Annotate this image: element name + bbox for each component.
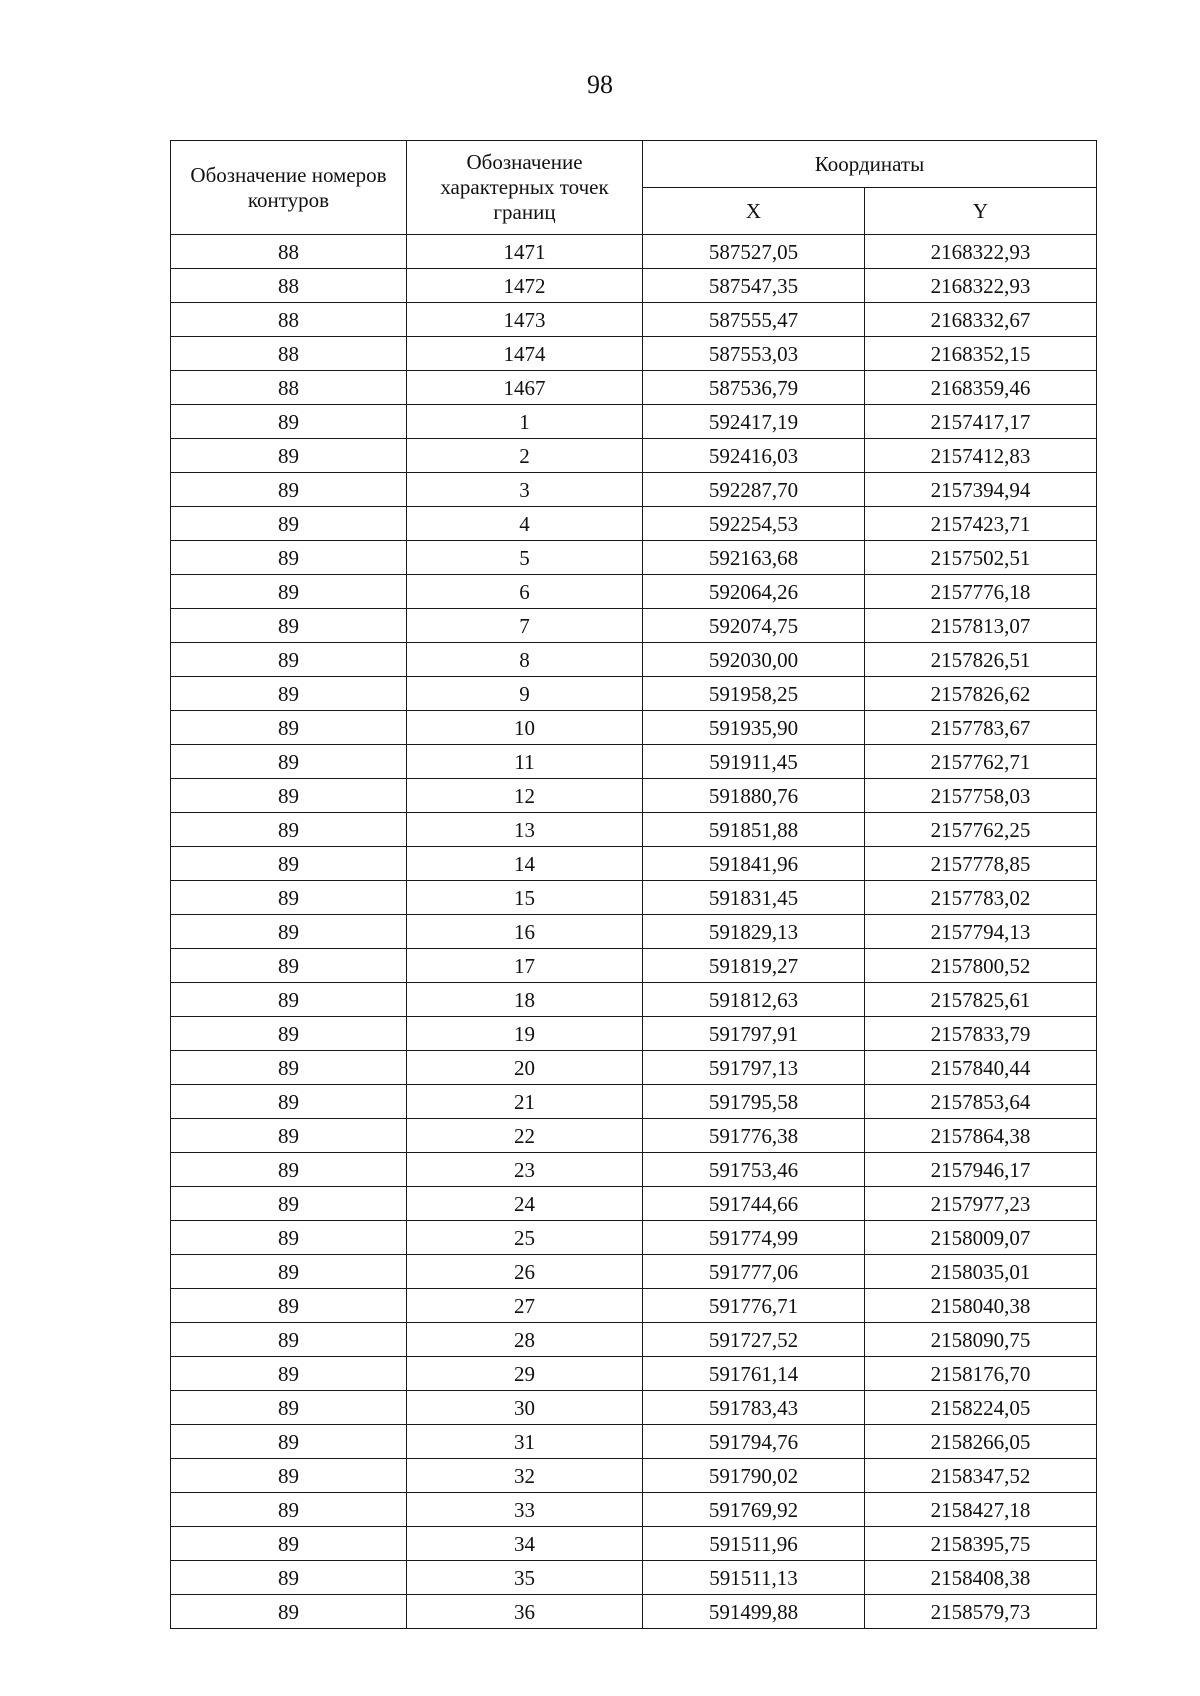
- table-row: [171, 1323, 1097, 1357]
- point-number-cell: 1474: [407, 337, 643, 371]
- point-number-cell: 32: [407, 1459, 643, 1493]
- y-coordinate-cell: 2157826,51: [865, 643, 1097, 677]
- point-number-cell: 4: [407, 507, 643, 541]
- contour-number-cell: 89: [171, 405, 407, 439]
- x-coordinate-cell: 591783,43: [643, 1391, 865, 1425]
- y-coordinate-cell: 2168332,67: [865, 303, 1097, 337]
- y-coordinate-cell: 2158347,52: [865, 1459, 1097, 1493]
- contour-number-cell: 89: [171, 1187, 407, 1221]
- contour-number-cell: 88: [171, 269, 407, 303]
- contour-number-cell: 89: [171, 881, 407, 915]
- point-number-cell: 18: [407, 983, 643, 1017]
- x-coordinate-cell: 592287,70: [643, 473, 865, 507]
- x-coordinate-cell: 591794,76: [643, 1425, 865, 1459]
- y-coordinate-cell: 2158266,05: [865, 1425, 1097, 1459]
- point-number-cell: 22: [407, 1119, 643, 1153]
- table-row: [171, 405, 1097, 439]
- x-coordinate-cell: 591744,66: [643, 1187, 865, 1221]
- x-coordinate-cell: 591727,52: [643, 1323, 865, 1357]
- table-row: [171, 1595, 1097, 1629]
- y-coordinate-cell: 2168352,15: [865, 337, 1097, 371]
- point-number-cell: 6: [407, 575, 643, 609]
- x-coordinate-cell: 592064,26: [643, 575, 865, 609]
- y-coordinate-cell: 2168322,93: [865, 269, 1097, 303]
- table-row: [171, 1085, 1097, 1119]
- contour-number-cell: 88: [171, 337, 407, 371]
- contour-number-cell: 88: [171, 303, 407, 337]
- contour-number-cell: 89: [171, 1051, 407, 1085]
- point-number-cell: 13: [407, 813, 643, 847]
- page-number: 98: [587, 70, 613, 99]
- x-coordinate-cell: 592417,19: [643, 405, 865, 439]
- header-point-designation: Обозначение характерных точек границ: [407, 141, 643, 235]
- point-number-cell: 10: [407, 711, 643, 745]
- point-number-cell: 1473: [407, 303, 643, 337]
- y-coordinate-cell: 2157825,61: [865, 983, 1097, 1017]
- table-row: [171, 371, 1097, 405]
- y-coordinate-cell: 2168359,46: [865, 371, 1097, 405]
- x-coordinate-cell: 591797,13: [643, 1051, 865, 1085]
- y-coordinate-cell: 2157794,13: [865, 915, 1097, 949]
- x-coordinate-cell: 591851,88: [643, 813, 865, 847]
- x-coordinate-cell: 591774,99: [643, 1221, 865, 1255]
- header-x: X: [643, 188, 865, 235]
- table-row: [171, 1017, 1097, 1051]
- table-row: [171, 1119, 1097, 1153]
- header-contour-number: Обозначение номеров контуров: [171, 141, 407, 235]
- point-number-cell: 28: [407, 1323, 643, 1357]
- table-header: [171, 141, 1097, 235]
- x-coordinate-cell: 592074,75: [643, 609, 865, 643]
- table-row: [171, 1153, 1097, 1187]
- y-coordinate-cell: 2157783,67: [865, 711, 1097, 745]
- y-coordinate-cell: 2157826,62: [865, 677, 1097, 711]
- contour-number-cell: 89: [171, 1323, 407, 1357]
- contour-number-cell: 89: [171, 473, 407, 507]
- point-number-cell: 26: [407, 1255, 643, 1289]
- table-row: [171, 1561, 1097, 1595]
- point-number-cell: 25: [407, 1221, 643, 1255]
- table-row: [171, 881, 1097, 915]
- contour-number-cell: 89: [171, 1017, 407, 1051]
- x-coordinate-cell: 591795,58: [643, 1085, 865, 1119]
- point-number-cell: 21: [407, 1085, 643, 1119]
- y-coordinate-cell: 2158579,73: [865, 1595, 1097, 1629]
- table-row: [171, 1527, 1097, 1561]
- point-number-cell: 23: [407, 1153, 643, 1187]
- x-coordinate-cell: 591511,13: [643, 1561, 865, 1595]
- contour-number-cell: 89: [171, 1493, 407, 1527]
- point-number-cell: 24: [407, 1187, 643, 1221]
- point-number-cell: 3: [407, 473, 643, 507]
- point-number-cell: 1467: [407, 371, 643, 405]
- x-coordinate-cell: 591761,14: [643, 1357, 865, 1391]
- point-number-cell: 19: [407, 1017, 643, 1051]
- y-coordinate-cell: 2157502,51: [865, 541, 1097, 575]
- point-number-cell: 15: [407, 881, 643, 915]
- contour-number-cell: 89: [171, 1391, 407, 1425]
- x-coordinate-cell: 591819,27: [643, 949, 865, 983]
- point-number-cell: 8: [407, 643, 643, 677]
- contour-number-cell: 89: [171, 1221, 407, 1255]
- table-row: [171, 1357, 1097, 1391]
- contour-number-cell: 89: [171, 779, 407, 813]
- y-coordinate-cell: 2157840,44: [865, 1051, 1097, 1085]
- y-coordinate-cell: 2157776,18: [865, 575, 1097, 609]
- x-coordinate-cell: 587527,05: [643, 235, 865, 269]
- contour-number-cell: 89: [171, 643, 407, 677]
- contour-number-cell: 89: [171, 541, 407, 575]
- point-number-cell: 11: [407, 745, 643, 779]
- contour-number-cell: 89: [171, 847, 407, 881]
- header-y: Y: [865, 188, 1097, 235]
- x-coordinate-cell: 592163,68: [643, 541, 865, 575]
- point-number-cell: 16: [407, 915, 643, 949]
- y-coordinate-cell: 2158176,70: [865, 1357, 1097, 1391]
- point-number-cell: 1: [407, 405, 643, 439]
- x-coordinate-cell: 591829,13: [643, 915, 865, 949]
- x-coordinate-cell: 591812,63: [643, 983, 865, 1017]
- table-row: [171, 235, 1097, 269]
- point-number-cell: 35: [407, 1561, 643, 1595]
- y-coordinate-cell: 2157417,17: [865, 405, 1097, 439]
- table-row: [171, 1221, 1097, 1255]
- x-coordinate-cell: 591776,38: [643, 1119, 865, 1153]
- x-coordinate-cell: 592254,53: [643, 507, 865, 541]
- contour-number-cell: 89: [171, 1289, 407, 1323]
- y-coordinate-cell: 2157762,25: [865, 813, 1097, 847]
- x-coordinate-cell: 591958,25: [643, 677, 865, 711]
- table-row: [171, 1255, 1097, 1289]
- point-number-cell: 7: [407, 609, 643, 643]
- point-number-cell: 12: [407, 779, 643, 813]
- x-coordinate-cell: 592030,00: [643, 643, 865, 677]
- x-coordinate-cell: 591753,46: [643, 1153, 865, 1187]
- x-coordinate-cell: 591797,91: [643, 1017, 865, 1051]
- table-row: [171, 745, 1097, 779]
- point-number-cell: 27: [407, 1289, 643, 1323]
- y-coordinate-cell: 2157853,64: [865, 1085, 1097, 1119]
- x-coordinate-cell: 587553,03: [643, 337, 865, 371]
- point-number-cell: 33: [407, 1493, 643, 1527]
- coordinates-table: [170, 140, 1097, 1629]
- x-coordinate-cell: 587536,79: [643, 371, 865, 405]
- table-row: [171, 1391, 1097, 1425]
- y-coordinate-cell: 2157977,23: [865, 1187, 1097, 1221]
- y-coordinate-cell: 2157762,71: [865, 745, 1097, 779]
- contour-number-cell: 89: [171, 1255, 407, 1289]
- x-coordinate-cell: 587547,35: [643, 269, 865, 303]
- y-coordinate-cell: 2157758,03: [865, 779, 1097, 813]
- point-number-cell: 2: [407, 439, 643, 473]
- table-row: [171, 779, 1097, 813]
- contour-number-cell: 89: [171, 949, 407, 983]
- contour-number-cell: 89: [171, 1153, 407, 1187]
- table-row: [171, 643, 1097, 677]
- contour-number-cell: 88: [171, 235, 407, 269]
- y-coordinate-cell: 2157423,71: [865, 507, 1097, 541]
- table-row: [171, 1493, 1097, 1527]
- x-coordinate-cell: 591880,76: [643, 779, 865, 813]
- contour-number-cell: 89: [171, 439, 407, 473]
- table-row: [171, 269, 1097, 303]
- contour-number-cell: 89: [171, 983, 407, 1017]
- point-number-cell: 17: [407, 949, 643, 983]
- header-coordinates: Координаты: [643, 141, 1097, 188]
- y-coordinate-cell: 2158395,75: [865, 1527, 1097, 1561]
- y-coordinate-cell: 2157412,83: [865, 439, 1097, 473]
- table-row: [171, 439, 1097, 473]
- contour-number-cell: 89: [171, 1425, 407, 1459]
- y-coordinate-cell: 2157783,02: [865, 881, 1097, 915]
- table-row: [171, 1459, 1097, 1493]
- table-row: [171, 609, 1097, 643]
- point-number-cell: 9: [407, 677, 643, 711]
- y-coordinate-cell: 2158224,05: [865, 1391, 1097, 1425]
- x-coordinate-cell: 591911,45: [643, 745, 865, 779]
- x-coordinate-cell: 591841,96: [643, 847, 865, 881]
- y-coordinate-cell: 2158090,75: [865, 1323, 1097, 1357]
- y-coordinate-cell: 2158427,18: [865, 1493, 1097, 1527]
- table-row: [171, 1051, 1097, 1085]
- table-row: [171, 303, 1097, 337]
- y-coordinate-cell: 2158408,38: [865, 1561, 1097, 1595]
- point-number-cell: 1471: [407, 235, 643, 269]
- x-coordinate-cell: 591499,88: [643, 1595, 865, 1629]
- point-number-cell: 29: [407, 1357, 643, 1391]
- x-coordinate-cell: 591831,45: [643, 881, 865, 915]
- contour-number-cell: 89: [171, 1527, 407, 1561]
- table-row: [171, 711, 1097, 745]
- point-number-cell: 20: [407, 1051, 643, 1085]
- point-number-cell: 36: [407, 1595, 643, 1629]
- x-coordinate-cell: 591790,02: [643, 1459, 865, 1493]
- point-number-cell: 14: [407, 847, 643, 881]
- y-coordinate-cell: 2157864,38: [865, 1119, 1097, 1153]
- contour-number-cell: 89: [171, 915, 407, 949]
- y-coordinate-cell: 2157946,17: [865, 1153, 1097, 1187]
- table-row: [171, 1425, 1097, 1459]
- contour-number-cell: 89: [171, 1561, 407, 1595]
- table-row: [171, 541, 1097, 575]
- table-row: [171, 915, 1097, 949]
- table-row: [171, 949, 1097, 983]
- y-coordinate-cell: 2157778,85: [865, 847, 1097, 881]
- y-coordinate-cell: 2168322,93: [865, 235, 1097, 269]
- y-coordinate-cell: 2157800,52: [865, 949, 1097, 983]
- table-row: [171, 983, 1097, 1017]
- table-row: [171, 507, 1097, 541]
- point-number-cell: 34: [407, 1527, 643, 1561]
- table-row: [171, 1289, 1097, 1323]
- x-coordinate-cell: 591935,90: [643, 711, 865, 745]
- y-coordinate-cell: 2157813,07: [865, 609, 1097, 643]
- contour-number-cell: 89: [171, 745, 407, 779]
- x-coordinate-cell: 591769,92: [643, 1493, 865, 1527]
- table-body: [171, 235, 1097, 1629]
- y-coordinate-cell: 2157833,79: [865, 1017, 1097, 1051]
- point-number-cell: 31: [407, 1425, 643, 1459]
- x-coordinate-cell: 587555,47: [643, 303, 865, 337]
- table-row: [171, 337, 1097, 371]
- point-number-cell: 1472: [407, 269, 643, 303]
- point-number-cell: 30: [407, 1391, 643, 1425]
- contour-number-cell: 89: [171, 1357, 407, 1391]
- contour-number-cell: 89: [171, 507, 407, 541]
- x-coordinate-cell: 591777,06: [643, 1255, 865, 1289]
- table-row: [171, 473, 1097, 507]
- contour-number-cell: 89: [171, 677, 407, 711]
- contour-number-cell: 89: [171, 575, 407, 609]
- table-row: [171, 1187, 1097, 1221]
- table-row: [171, 677, 1097, 711]
- contour-number-cell: 89: [171, 609, 407, 643]
- contour-number-cell: 89: [171, 1085, 407, 1119]
- x-coordinate-cell: 591776,71: [643, 1289, 865, 1323]
- contour-number-cell: 89: [171, 1459, 407, 1493]
- contour-number-cell: 89: [171, 1119, 407, 1153]
- y-coordinate-cell: 2158009,07: [865, 1221, 1097, 1255]
- table-row: [171, 813, 1097, 847]
- y-coordinate-cell: 2157394,94: [865, 473, 1097, 507]
- contour-number-cell: 89: [171, 813, 407, 847]
- y-coordinate-cell: 2158040,38: [865, 1289, 1097, 1323]
- table-row: [171, 847, 1097, 881]
- contour-number-cell: 88: [171, 371, 407, 405]
- point-number-cell: 5: [407, 541, 643, 575]
- table-row: [171, 575, 1097, 609]
- y-coordinate-cell: 2158035,01: [865, 1255, 1097, 1289]
- x-coordinate-cell: 591511,96: [643, 1527, 865, 1561]
- contour-number-cell: 89: [171, 1595, 407, 1629]
- x-coordinate-cell: 592416,03: [643, 439, 865, 473]
- contour-number-cell: 89: [171, 711, 407, 745]
